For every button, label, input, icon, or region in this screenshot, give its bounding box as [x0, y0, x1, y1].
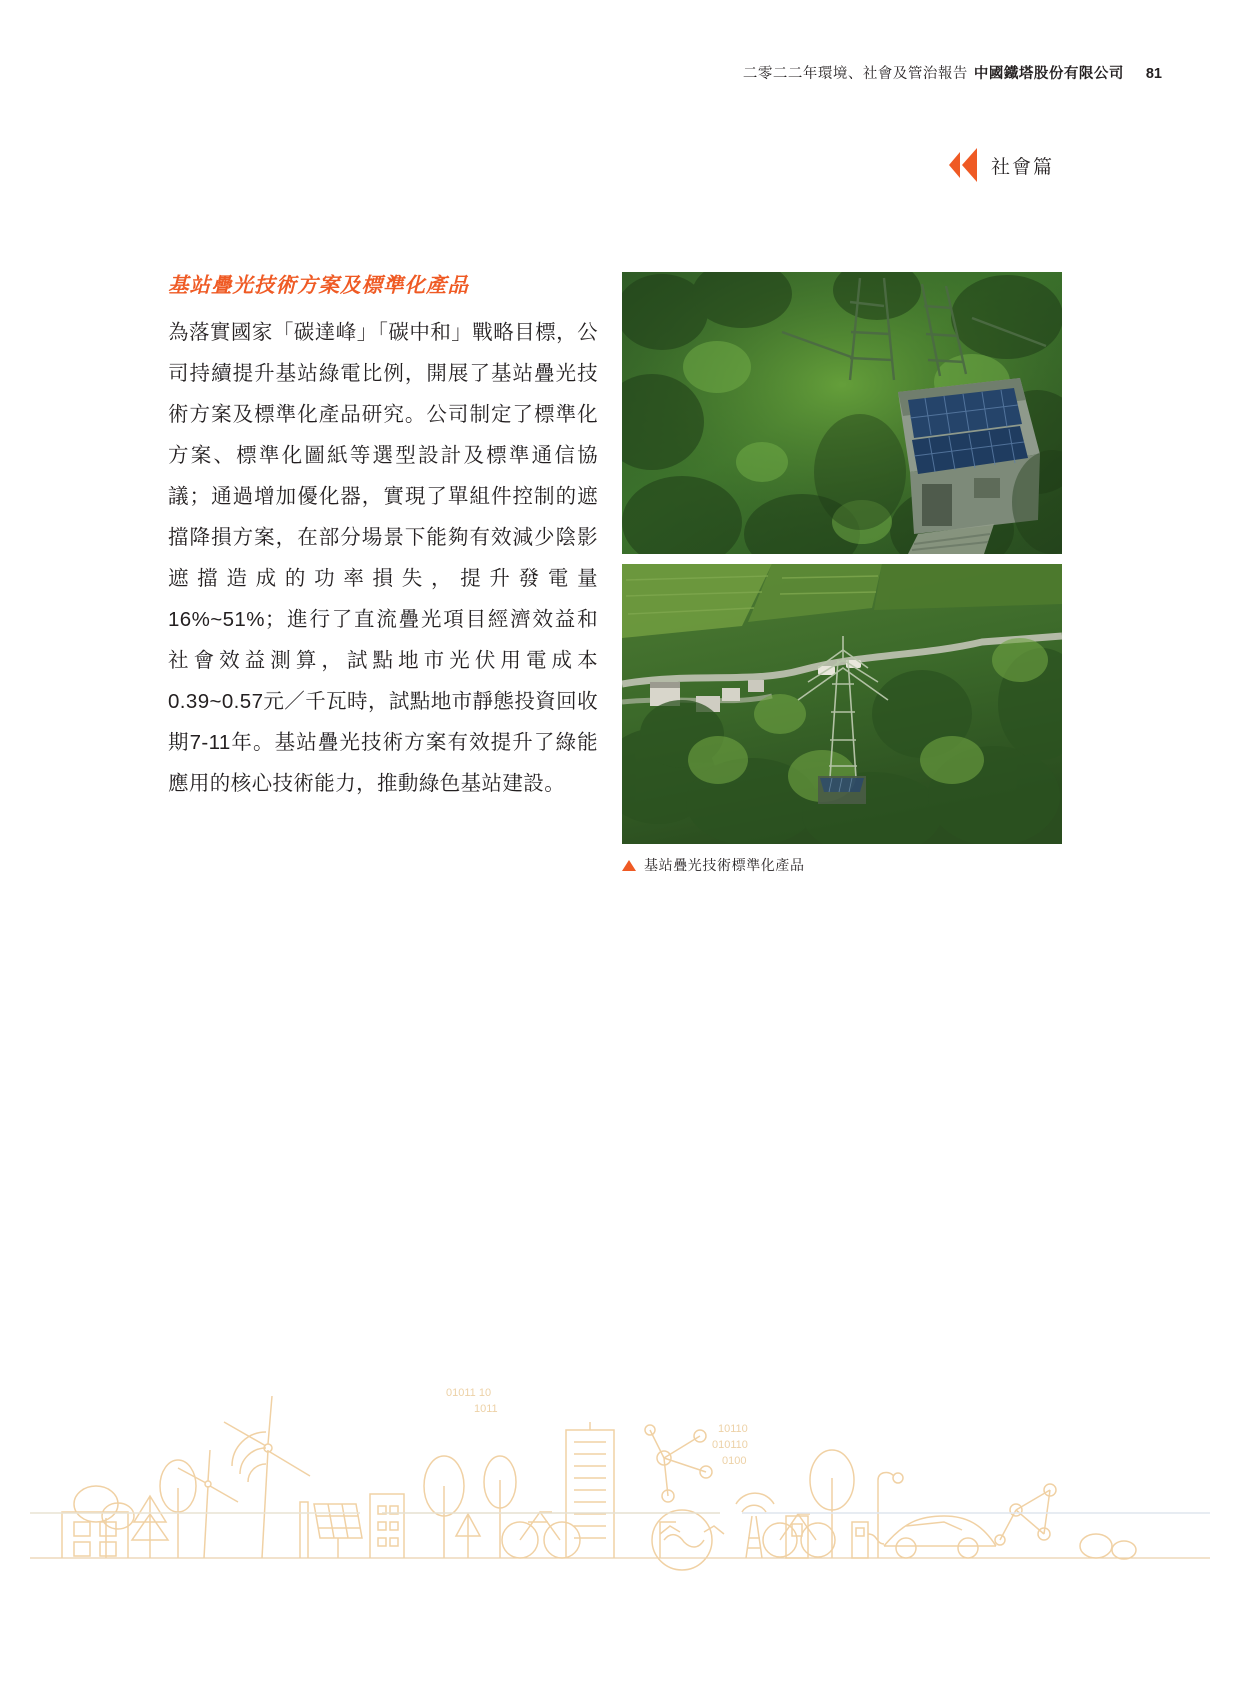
- section-label: 社會篇: [990, 156, 1054, 178]
- header-company-name: 中國鐵塔股份有限公司: [973, 66, 1124, 82]
- binary-label-5: 0100: [722, 1455, 747, 1467]
- footer-rule: [30, 1502, 1210, 1504]
- photo-top-graphic: [622, 272, 1062, 554]
- triangle-up-icon: [622, 860, 636, 871]
- footer-rule-graphic: [30, 1511, 1210, 1515]
- figure-column: [622, 272, 1062, 875]
- binary-label-1: 01011 10: [446, 1387, 492, 1399]
- photo-bottom-graphic: [622, 564, 1062, 844]
- photo-basestation-solar-roof: [622, 272, 1062, 554]
- article-subheading: 基站疊光技術方案及標準化產品: [168, 274, 469, 297]
- page-header: [743, 62, 1162, 83]
- figure-caption-text: 基站疊光技術標準化產品: [644, 857, 805, 873]
- article-body: 為落實國家「碳達峰」「碳中和」戰略目標，公司持續提升基站綠電比例，開展了基站疊光技術方案及標準化產品研究。公司制定了標準化方案、標準化圖紙等選型設計及標準通信協議；通過增加優化器，實現了單組件控制的遮擋降損方案，在部分場景下能夠有效減少陰影遮擋造成的功率損失，提升發電量16%~51%；進行了直流疊光項目經濟效益和社會效益測算，試點地市光伏用電成本0.39~0.57元／千瓦時，試點地市靜態投資回收期7-11年。基站疊光技術方案有效提升了綠能應用的核心技術能力，推動綠色基站建設。: [168, 321, 598, 795]
- section-marker: [949, 148, 1054, 182]
- article-text-column: [168, 268, 598, 804]
- page-number: 81: [1145, 66, 1162, 82]
- footer-illustration-graphic: [0, 1290, 1240, 1590]
- double-chevron-left-icon: [949, 148, 977, 182]
- header-report-title: 二零二二年環境、社會及管治報告: [742, 66, 968, 82]
- figure-caption: [622, 855, 1062, 875]
- photo-basestation-tower-aerial: [622, 564, 1062, 844]
- binary-label-2: 1011: [474, 1403, 498, 1415]
- binary-label-3: 10110: [718, 1423, 748, 1435]
- binary-label-4: 010110: [712, 1439, 748, 1451]
- footer-illustration: [0, 1290, 1240, 1590]
